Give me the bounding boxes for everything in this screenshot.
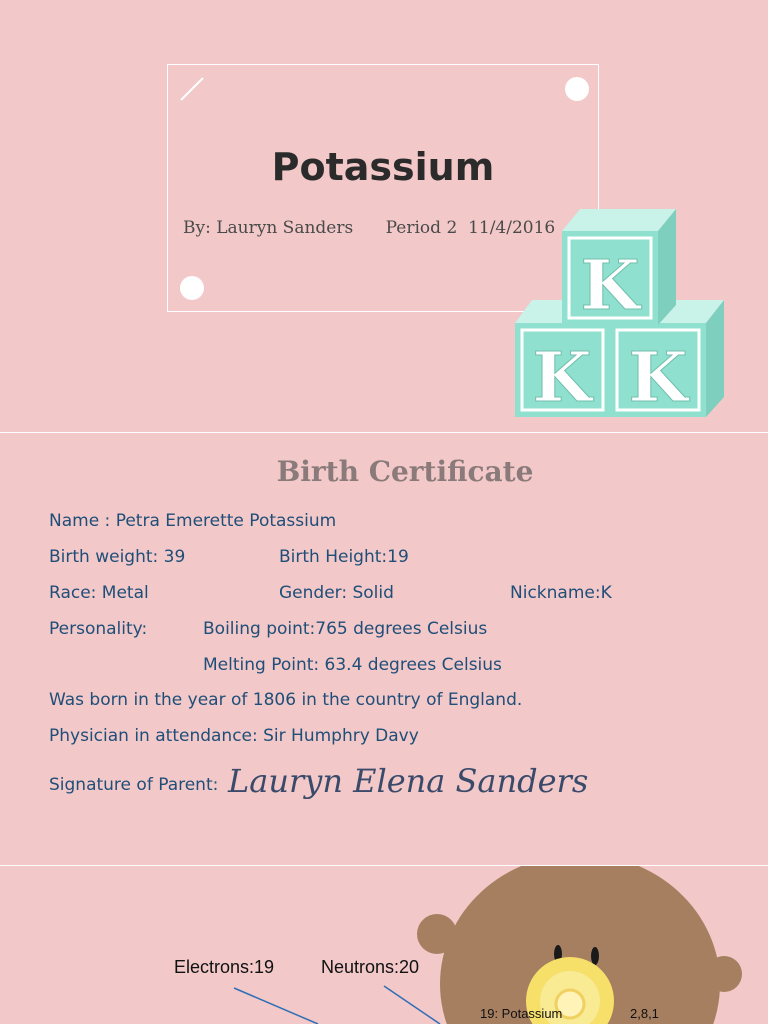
name-line: Name : Petra Emerette Potassium: [49, 511, 337, 531]
dot-decoration: [565, 77, 589, 101]
electrons-label: Electrons:19: [174, 957, 275, 977]
svg-text:K: K: [532, 338, 592, 418]
slash-decoration: [179, 76, 205, 102]
parent-signature: Lauryn Elena Sanders: [228, 762, 589, 800]
physician-line: Physician in attendance: Sir Humphry Davy: [49, 726, 419, 746]
byline: By: Lauryn Sanders Period 2 11/4/2016: [183, 218, 556, 238]
dot-decoration: [180, 276, 204, 300]
birth-year-line: Was born in the year of 1806 in the country of England.: [49, 690, 523, 710]
k-block: [562, 209, 676, 326]
page-title: Potassium: [271, 145, 495, 189]
gender: Gender: Solid: [279, 583, 394, 603]
k-blocks-image: [510, 205, 730, 425]
race: Race: Metal: [49, 583, 149, 603]
melting-point: Melting Point: 63.4 degrees Celsius: [203, 655, 502, 675]
birth-certificate-slide: [0, 433, 768, 865]
element-label: 19: Potassium: [480, 1006, 563, 1021]
svg-text:K: K: [628, 338, 688, 418]
birth-certificate-heading: Birth Certificate: [276, 455, 534, 488]
atom-slide: [0, 866, 768, 1024]
electron-configuration: 2,8,1: [630, 1006, 659, 1021]
boiling-point: Boiling point:765 degrees Celsius: [203, 619, 488, 639]
birth-height: Birth Height:19: [279, 547, 409, 567]
svg-text:K: K: [580, 246, 640, 326]
nickname: Nickname:K: [510, 583, 612, 603]
baby-face-image: [0, 866, 768, 1024]
signature-label: Signature of Parent:: [49, 775, 219, 795]
neutrons-label: Neutrons:20: [321, 957, 420, 977]
birth-weight: Birth weight: 39: [49, 547, 186, 567]
personality-label: Personality:: [49, 619, 148, 639]
